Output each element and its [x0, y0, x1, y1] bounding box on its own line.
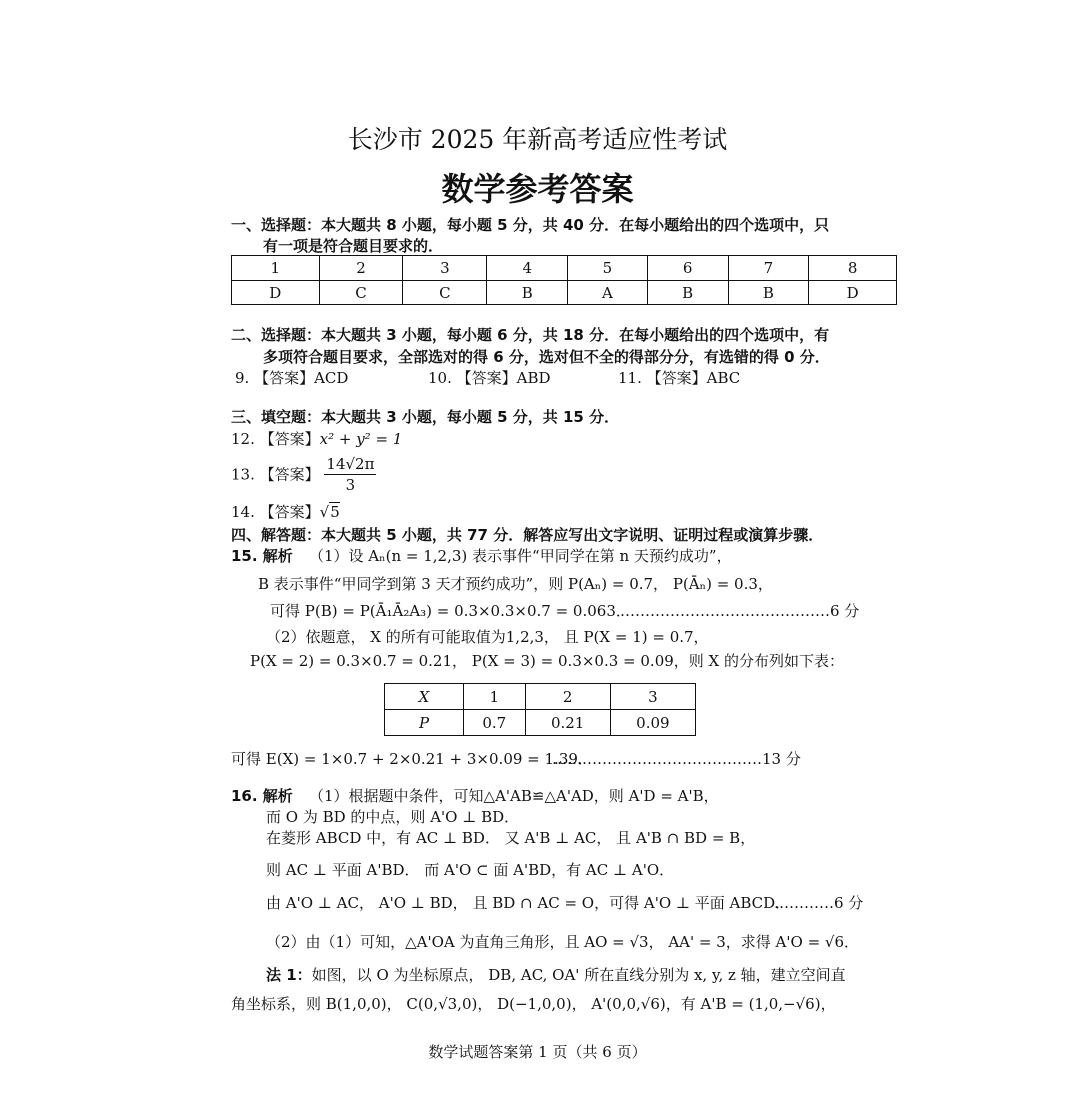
q15-expectation: 可得 E(X) = 1×0.7 + 2×0.21 + 3×0.09 = 1.39． — [231, 750, 593, 768]
answer-q13 — [231, 454, 376, 495]
answer-q11: 11. 【答案】ABC — [618, 369, 741, 387]
table-cell: 1 — [464, 684, 526, 710]
table-cell: C — [403, 281, 487, 305]
table-cell: B — [728, 281, 809, 305]
table-cell: A — [568, 281, 648, 305]
page-title: 数学参考答案 — [441, 170, 634, 208]
answer-q13-label: 13. 【答案】 — [231, 465, 320, 484]
table-cell: B — [487, 281, 568, 305]
table-cell: P — [385, 710, 464, 736]
q16-line: （1）根据题中条件，可知△A'AB≌△A'AD，则 A'D = A'B， — [309, 787, 719, 805]
fraction-denominator: 3 — [345, 476, 356, 494]
method1-text: 如图，以 O 为坐标原点， DB, AC, OA' 所在直线分别为 x, y, z 轴，建立空间直 — [311, 966, 846, 984]
answer-q14-label: 14. 【答案】 — [231, 503, 320, 521]
answer-q9: 9. 【答案】ACD — [235, 369, 349, 387]
q16-line: 则 AC ⊥ 平面 A'BD． 而 A'O ⊂ 面 A'BD，有 AC ⊥ A'O． — [266, 861, 675, 879]
section1-heading: 一、选择题：本大题共 8 小题，每小题 5 分，共 40 分．在每小题给出的四个选项中，只 — [231, 216, 830, 234]
table-cell: 8 — [809, 256, 897, 281]
table-cell: B — [647, 281, 728, 305]
answer-q14: 14. 【答案】√5 — [231, 503, 340, 521]
table-cell: C — [319, 281, 403, 305]
table-cell: 7 — [728, 256, 809, 281]
page-footer: 数学试题答案第 1 页（共 6 页） — [428, 1043, 647, 1061]
q16-line: 在菱形 ABCD 中，有 AC ⊥ BD． 又 A'B ⊥ AC， 且 A'B ∩ BD = B， — [266, 829, 756, 847]
section4-heading: 四、解答题：本大题共 5 小题，共 77 分．解答应写出文字说明、证明过程或演算步骤． — [231, 526, 824, 544]
table-cell: 4 — [487, 256, 568, 281]
table-cell: 2 — [319, 256, 403, 281]
section1-heading-cont: 有一项是符合题目要求的． — [263, 237, 444, 255]
score-mark: ……………………………………6 分 — [620, 602, 860, 620]
section3-heading: 三、填空题：本大题共 3 小题，每小题 5 分，共 15 分． — [231, 408, 620, 426]
q16-line: 而 O 为 BD 的中点，则 A'O ⊥ BD． — [266, 808, 520, 826]
sqrt-radicand: 5 — [330, 503, 340, 521]
table-cell: 3 — [610, 684, 695, 710]
table-cell: 0.09 — [610, 710, 695, 736]
answer-q12-expr: x² + y² = 1 — [319, 430, 403, 448]
method1-label: 法 1： — [266, 966, 312, 984]
answer-q12 — [231, 429, 402, 449]
answer-q10: 10. 【答案】ABD — [428, 369, 551, 387]
table-cell: 0.7 — [464, 710, 526, 736]
table-cell: 6 — [647, 256, 728, 281]
method1-line: 角坐标系，则 B(1,0,0)， C(0,√3,0)， D(−1,0,0)， A'(0,0,√6)，有 A'B = (1,0,−√6)， — [231, 995, 836, 1013]
table-cell: 5 — [568, 256, 648, 281]
table-cell: D — [232, 281, 320, 305]
section2-heading: 二、选择题：本大题共 3 小题，每小题 6 分，共 18 分．在每小题给出的四个选项中，有 — [231, 326, 830, 344]
table-cell: 2 — [525, 684, 610, 710]
q15-label: 15. 解析 — [231, 547, 293, 565]
q16-line: （2）由（1）可知，△A'OA 为直角三角形，且 AO = √3， AA' = 3，求得 A'O = √6． — [266, 933, 860, 951]
section2-heading-cont: 多项符合题目要求，全部选对的得 6 分，选对但不全的得部分分，有选错的得 0 分． — [263, 348, 830, 366]
q15-line: P(X = 2) = 0.3×0.7 = 0.21， P(X = 3) = 0.3×0.3 = 0.09，则 X 的分布列如下表： — [250, 652, 845, 670]
answer-q12-label: 12. 【答案】 — [231, 430, 320, 448]
table-cell: 0.21 — [525, 710, 610, 736]
q16-label: 16. 解析 — [231, 787, 293, 805]
q15-line: 可得 P(B) = P(Ā₁Ā₂A₃) = 0.3×0.3×0.7 = 0.063． — [270, 602, 631, 620]
q16-line: 由 A'O ⊥ AC， A'O ⊥ BD， 且 BD ∩ AC = O，可得 A'O ⊥ 平面 ABCD． — [266, 894, 791, 912]
fraction — [324, 454, 376, 495]
table-cell: 1 — [232, 256, 320, 281]
exam-title: 长沙市 2025 年新高考适应性考试 — [347, 125, 728, 154]
method1-line — [266, 965, 846, 985]
choice-answer-table — [231, 255, 897, 305]
table-cell: X — [385, 684, 464, 710]
fraction-numerator: 14√2π — [326, 455, 375, 473]
q15-line: B 表示事件“甲同学到第 3 天才预约成功”，则 P(Aₙ) = 0.7， P(Āₙ) = 0.3， — [258, 575, 773, 593]
distribution-table — [384, 683, 696, 736]
score-mark: …………6 分 — [774, 894, 864, 912]
table-cell: 3 — [403, 256, 487, 281]
score-mark: ……………………………………13 分 — [552, 750, 801, 768]
q15-line: （1）设 Aₙ(n = 1,2,3) 表示事件“甲同学在第 n 天预约成功”， — [309, 547, 732, 565]
q15-line: （2）依题意， X 的所有可能取值为1,2,3， 且 P(X = 1) = 0.7， — [266, 628, 709, 646]
table-cell: D — [809, 281, 897, 305]
